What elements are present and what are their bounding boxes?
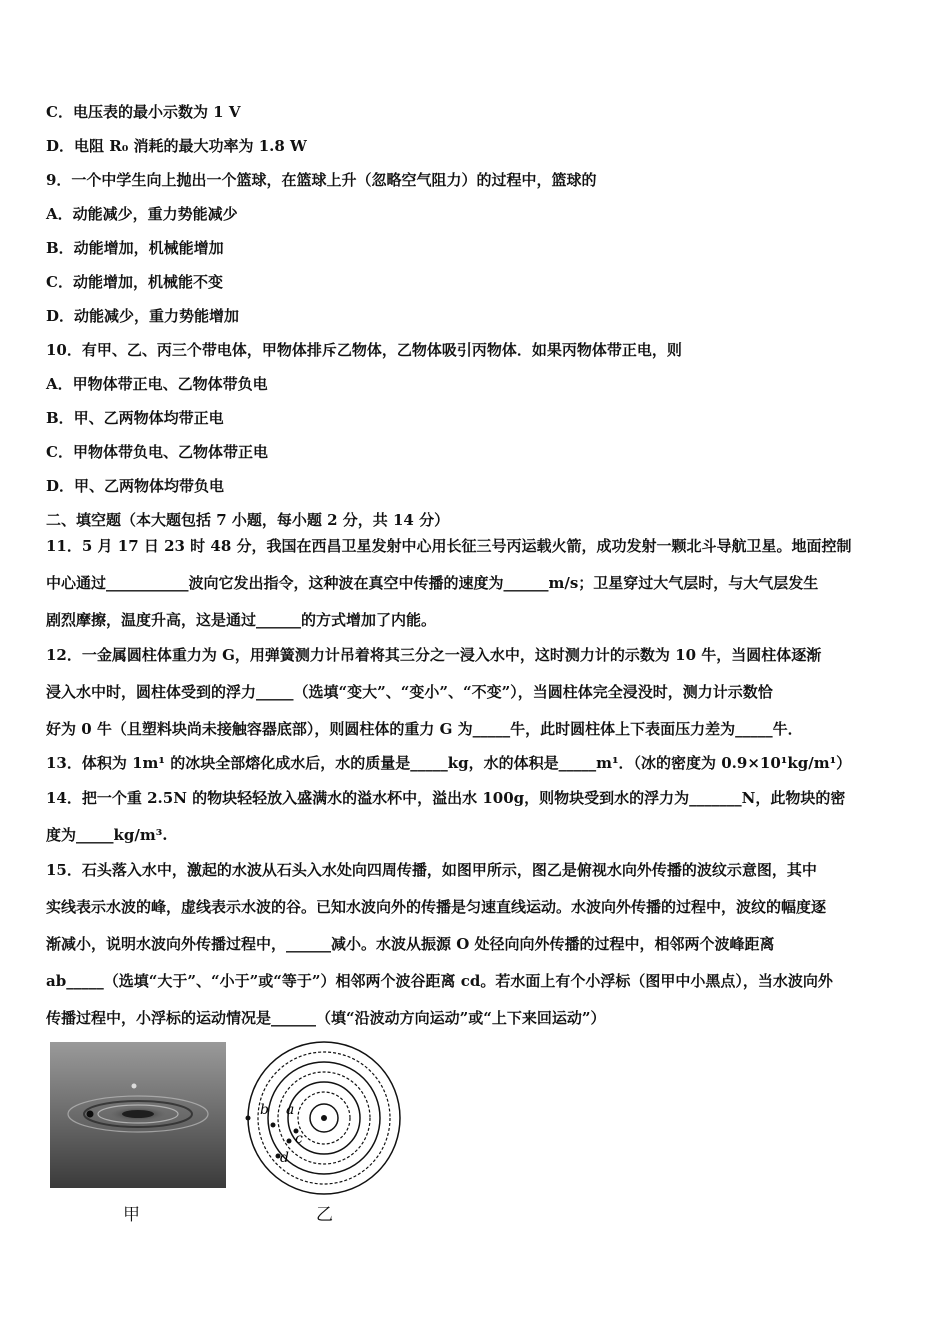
- question-15-line-1: 15．石头落入水中，激起的水波从石头入水处向四周传播，如图甲所示，图乙是俯视水向外传播的波纹示意图，其中: [46, 861, 817, 879]
- section-heading-fill-blank: 二、填空题（本大题包括 7 小题，每小题 2 分，共 14 分）: [46, 511, 450, 529]
- label-a: a: [286, 1102, 295, 1118]
- question-14-line-2: 度为_____kg/m³.: [46, 826, 168, 844]
- q10-option-d: D．甲、乙两物体均带负电: [46, 477, 225, 495]
- figure-caption-jia: 甲: [123, 1205, 140, 1225]
- option-c-voltmeter: C．电压表的最小示数为 1 V: [46, 103, 241, 121]
- q9-option-b: B．动能增加，机械能增加: [46, 239, 224, 257]
- float-marker: [87, 1111, 94, 1118]
- question-10: 10．有甲、乙、丙三个带电体，甲物体排斥乙物体，乙物体吸引丙物体．如果丙物体带正电，则: [46, 341, 682, 359]
- question-12-line-1: 12．一金属圆柱体重力为 G，用弹簧测力计吊着将其三分之一浸入水中，这时测力计的示数为 10 牛，当圆柱体逐渐: [46, 646, 822, 664]
- q9-option-a: A．动能减少，重力势能减少: [46, 205, 238, 223]
- label-b: b: [260, 1102, 269, 1118]
- question-12-line-2: 浸入水中时，圆柱体受到的浮力_____（选填“变大”、“变小”、“不变”），当圆柱体完全浸没时，测力计示数恰: [46, 683, 773, 701]
- wave-diagram: [242, 1040, 408, 1206]
- q9-option-c: C．动能增加，机械能不变: [46, 273, 223, 291]
- q10-option-a: A．甲物体带正电、乙物体带负电: [46, 375, 268, 393]
- question-9: 9．一个中学生向上抛出一个篮球，在篮球上升（忽略空气阻力）的过程中，篮球的: [46, 171, 597, 189]
- question-12-line-3: 好为 0 牛（且塑料块尚未接触容器底部），则圆柱体的重力 G 为_____牛，此时圆柱体上下表面压力差为_____牛．: [46, 720, 803, 738]
- question-11-line-2: 中心通过___________波向它发出指令，这种波在真空中传播的速度为______m/s；卫星穿过大气层时，与大气层发生: [46, 574, 819, 592]
- q10-option-b: B．甲、乙两物体均带正电: [46, 409, 224, 427]
- question-15-line-2: 实线表示水波的峰，虚线表示水波的谷。已知水波向外的传播是匀速直线运动。水波向外传播的过程中，波纹的幅度逐: [46, 898, 827, 916]
- question-15-line-5: 传播过程中，小浮标的运动情况是______（填“沿波动方向运动”或“上下来回运动”）: [46, 1009, 606, 1027]
- question-14-line-1: 14．把一个重 2.5N 的物块轻轻放入盛满水的溢水杯中，溢出水 100g，则物块受到水的浮力为_______N，此物块的密: [46, 789, 846, 807]
- label-c: c: [295, 1131, 303, 1147]
- question-15-line-4: ab_____（选填“大于”、“小于”或“等于”）相邻两个波谷距离 cd。若水面上有个小浮标（图甲中小黑点），当水波向外: [46, 972, 833, 990]
- question-15-line-3: 渐减小，说明水波向外传播过程中，______减小。水波从振源 O 处径向向外传播的过程中，相邻两个波峰距离: [46, 935, 775, 953]
- question-11-line-3: 剧烈摩擦，温度升高，这是通过______的方式增加了内能。: [46, 611, 437, 629]
- ripple-photo: [50, 1042, 226, 1188]
- figure-caption-yi: 乙: [316, 1205, 333, 1225]
- question-13: 13．体积为 1m¹ 的冰块全部熔化成水后，水的质量是_____kg，水的体积是_____m¹．（冰的密度为 0.9×10¹kg/m¹）: [46, 754, 852, 772]
- question-11-line-1: 11．5 月 17 日 23 时 48 分，我国在西昌卫星发射中心用长征三号丙运载火箭，成功发射一颗北斗导航卫星。地面控制: [46, 537, 852, 555]
- label-d: d: [280, 1150, 289, 1166]
- q10-option-c: C．甲物体带负电、乙物体带正电: [46, 443, 268, 461]
- q9-option-d: D．动能减少，重力势能增加: [46, 307, 240, 325]
- option-d-resistor-power: D．电阻 R₀ 消耗的最大功率为 1.8 W: [46, 137, 307, 155]
